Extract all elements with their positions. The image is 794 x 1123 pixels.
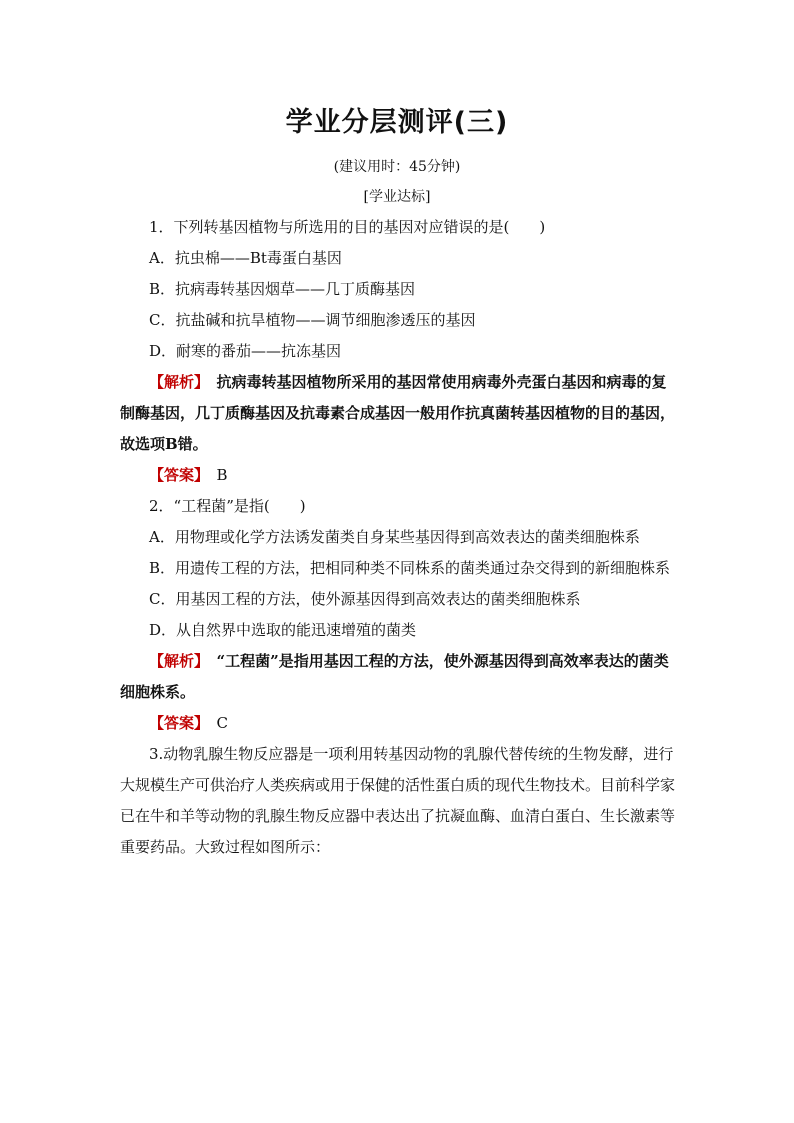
q3-stem: 3.动物乳腺生物反应器是一项利用转基因动物的乳腺代替传统的生物发酵，进行大规模生产可供治疗人类疾病或用于保健的活性蛋白质的现代生物技术。目前科学家已在牛和羊等动物的乳腺生物反应器中表达出了抗凝血酶、血清白蛋白、生长激素等重要药品。大致过程如图所示： — [120, 745, 676, 856]
q2-option-d: D．从自然界中选取的能迅速增殖的菌类 — [149, 621, 417, 639]
q2-answer — [120, 708, 680, 739]
q2-option-b: B．用遗传工程的方法，把相同种类不同株系的菌类通过杂交得到的新细胞株系 — [149, 559, 671, 577]
q1-option-c: C．抗盐碱和抗旱植物——调节细胞渗透压的基因 — [149, 311, 476, 329]
time-suggestion: (建议用时：45分钟) — [333, 159, 461, 175]
analysis-label: 【解析】 — [149, 652, 202, 670]
analysis-label: 【解析】 — [149, 373, 202, 391]
q2-answer-value: C — [216, 714, 229, 732]
page-title: 学业分层测评(三) — [285, 107, 509, 138]
q1-answer-value: B — [216, 466, 228, 484]
question-body — [120, 212, 680, 863]
answer-label: 【答案】 — [149, 466, 202, 484]
q1-analysis — [120, 367, 680, 460]
q1-option-b: B．抗病毒转基因烟草——几丁质酶基因 — [149, 280, 416, 298]
section-heading: [学业达标] — [363, 189, 431, 205]
q2-analysis-text: “工程菌”是指用基因工程的方法，使外源基因得到高效率表达的菌类细胞株系。 — [120, 652, 669, 701]
q1-analysis-text: 抗病毒转基因植物所采用的基因常使用病毒外壳蛋白基因和病毒的复制酶基因，几丁质酶基因及抗毒素合成基因一般用作抗真菌转基因植物的目的基因，故选项B错。 — [120, 373, 676, 453]
q2-analysis — [120, 646, 680, 708]
q1-answer — [120, 460, 680, 491]
q1-stem: 1．下列转基因植物与所选用的目的基因对应错误的是( ) — [149, 218, 546, 236]
q2-option-c: C．用基因工程的方法，使外源基因得到高效表达的菌类细胞株系 — [149, 590, 581, 608]
answer-label: 【答案】 — [149, 714, 202, 732]
q2-stem: 2．“工程菌”是指( ) — [149, 497, 306, 515]
q1-option-d: D．耐寒的番茄——抗冻基因 — [149, 342, 342, 360]
q1-option-a: A．抗虫棉——Bt毒蛋白基因 — [149, 249, 342, 267]
q2-option-a: A．用物理或化学方法诱发菌类自身某些基因得到高效表达的菌类细胞株系 — [149, 528, 640, 546]
